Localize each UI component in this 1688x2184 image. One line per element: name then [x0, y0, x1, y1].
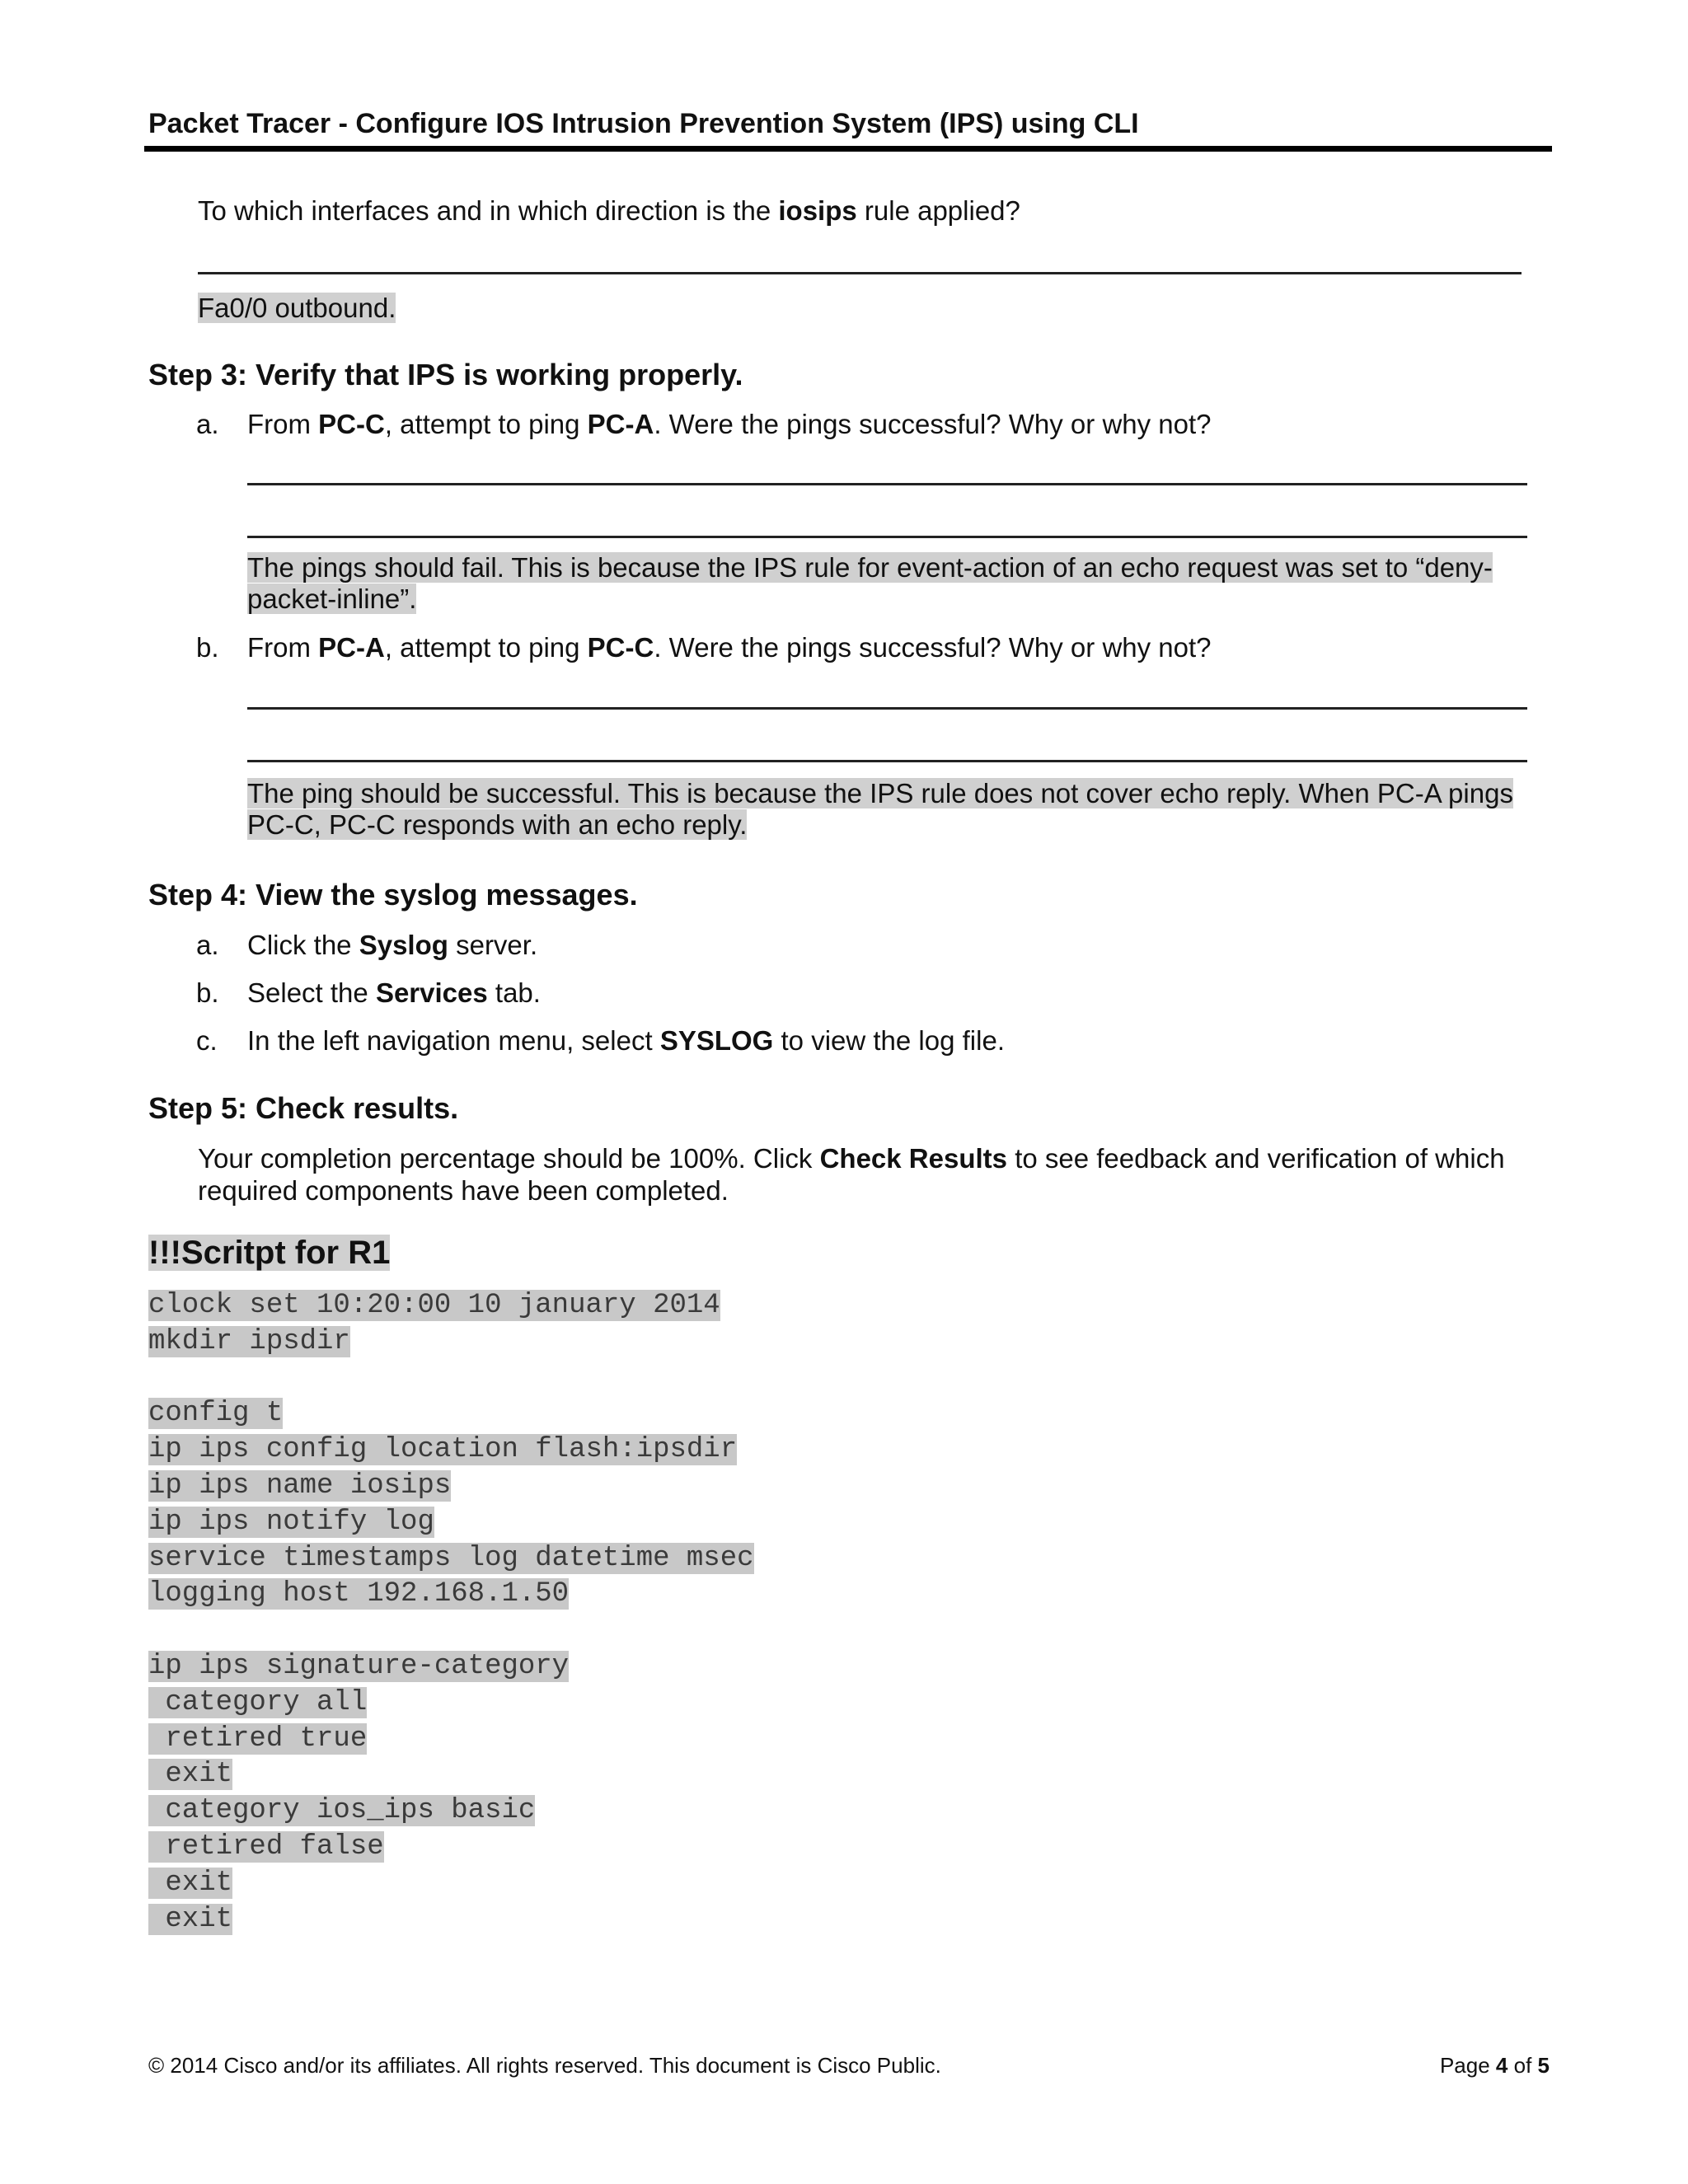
step4-a-letter: a. — [196, 930, 219, 960]
step3-a-letter: a. — [196, 409, 219, 439]
intro-question — [198, 194, 1020, 227]
step4-b-letter: b. — [196, 977, 219, 1008]
step5-text: Your completion percentage should be 100%. Click Check Results to see feedback and verification of which required components have been completed. — [198, 1143, 1505, 1206]
code-line: exit — [148, 1903, 233, 1935]
answer-line — [247, 707, 1527, 710]
footer-copyright: © 2014 Cisco and/or its affiliates. All rights reserved. This document is Cisco Public. — [148, 2053, 941, 2078]
code-line: ip ips config location flash:ipsdir — [148, 1434, 738, 1466]
step3-b-question: From PC-A, attempt to ping PC-C. Were the pings successful? Why or why not? — [247, 632, 1212, 663]
code-line: retired true — [148, 1722, 368, 1755]
code-line: clock set 10:20:00 10 january 2014 — [148, 1290, 720, 1321]
footer-page-number: Page 4 of 5 — [1439, 2053, 1550, 2078]
code-line: retired false — [148, 1830, 384, 1863]
code-line: ip ips notify log — [148, 1506, 434, 1538]
code-line: exit — [148, 1867, 233, 1899]
code-line: config t — [148, 1398, 284, 1430]
code-line: category all — [148, 1686, 368, 1718]
page-header-title: Packet Tracer - Configure IOS Intrusion Prevention System (IPS) using CLI — [148, 108, 1139, 139]
header-rule — [144, 146, 1552, 152]
step4-c-letter: c. — [196, 1025, 218, 1056]
intro-question-text-end: rule applied? — [856, 195, 1020, 226]
step4-c-text: In the left navigation menu, select SYSLOG to view the log file. — [247, 1025, 1005, 1056]
step3-a-answer: The pings should fail. This is because the IPS rule for event-action of an echo request was set to “deny-packet-inline”. — [247, 552, 1493, 614]
answer-line — [198, 272, 1522, 274]
intro-question-text: To which interfaces and in which direction is the — [198, 195, 779, 226]
intro-answer-text: Fa0/0 outbound. — [198, 293, 396, 323]
code-line: exit — [148, 1759, 233, 1791]
step4-b-text: Select the Services tab. — [247, 977, 541, 1008]
code-line: ip ips name iosips — [148, 1469, 452, 1502]
code-line: service timestamps log datetime msec — [148, 1542, 754, 1574]
script-title: !!!Scritpt for R1 — [148, 1235, 391, 1271]
intro-question-bold: iosips — [778, 195, 857, 226]
script-code-block — [148, 1288, 754, 1938]
code-line: logging host 192.168.1.50 — [148, 1578, 570, 1610]
step3-b-letter: b. — [196, 632, 219, 663]
answer-line — [247, 483, 1527, 485]
code-line: ip ips signature-category — [148, 1650, 570, 1682]
code-line: mkdir ipsdir — [148, 1325, 350, 1357]
step5-heading: Step 5: Check results. — [148, 1091, 459, 1125]
code-line — [148, 1361, 754, 1397]
step3-a-question: From PC-C, attempt to ping PC-A. Were the pings successful? Why or why not? — [247, 409, 1212, 439]
code-line — [148, 1613, 754, 1649]
step4-heading: Step 4: View the syslog messages. — [148, 878, 638, 912]
intro-answer — [198, 292, 396, 325]
answer-line — [247, 760, 1527, 762]
code-line: category ios_ips basic — [148, 1795, 536, 1827]
answer-line — [247, 536, 1527, 538]
step4-a-text: Click the Syslog server. — [247, 930, 538, 960]
step3-b-answer: The ping should be successful. This is because the IPS rule does not cover echo reply. When PC-A pings PC-C, PC-C responds with an echo reply. — [247, 778, 1513, 840]
step3-heading: Step 3: Verify that IPS is working properly. — [148, 358, 743, 391]
